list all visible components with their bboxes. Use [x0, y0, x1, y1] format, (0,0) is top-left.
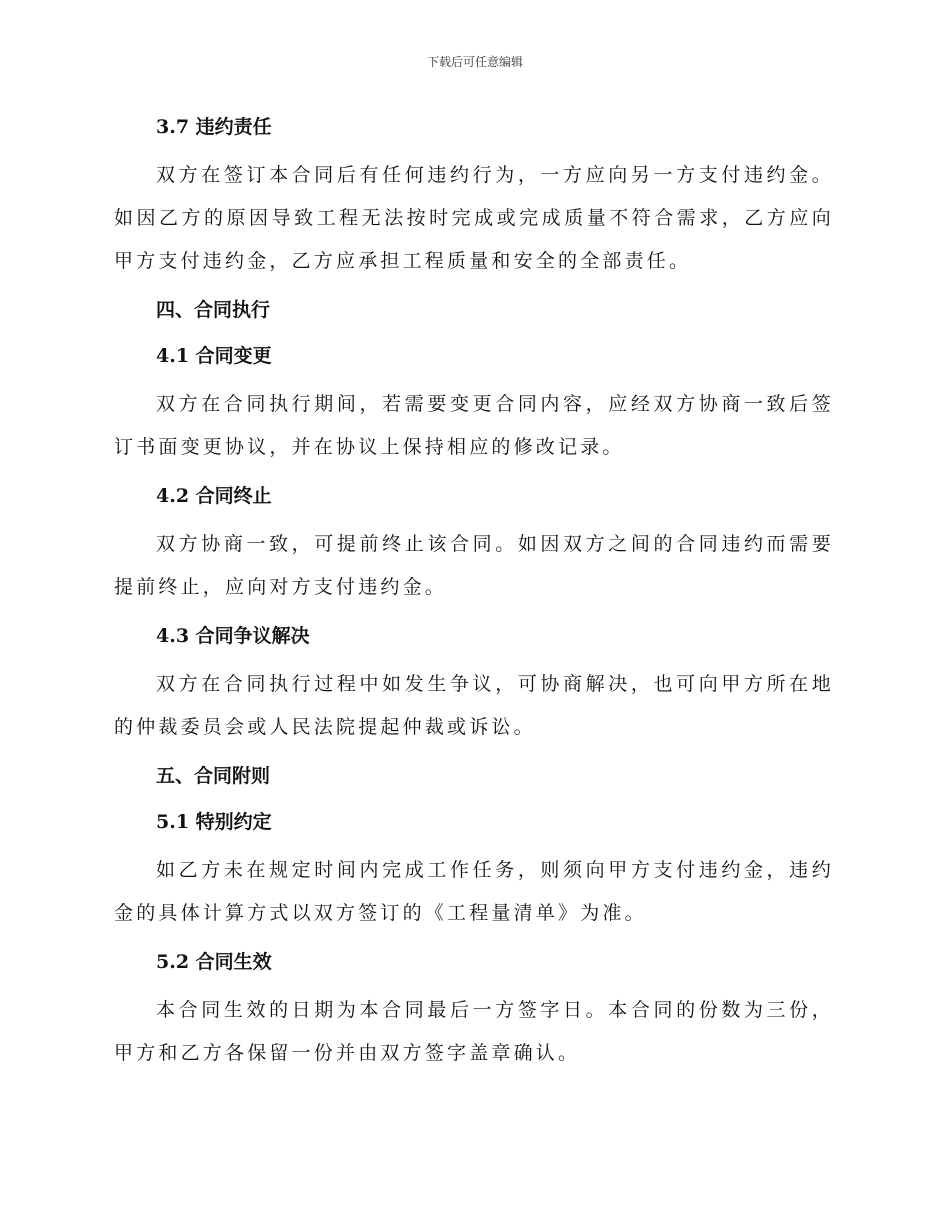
chapter-heading-5: 五、合同附则 — [156, 765, 271, 787]
section-heading-5-1: 5.1 特别约定 — [156, 811, 272, 833]
section-paragraph-4-2: 双方协商一致，可提前终止该合同。如因双方之间的合同违约而需要提前终止，应向对方支付违约金。 — [114, 533, 834, 598]
section-paragraph-3-7: 双方在签订本合同后有任何违约行为，一方应向另一方支付违约金。如因乙方的原因导致工程无法按时完成或完成质量不符合需求，乙方应向甲方支付违约金，乙方应承担工程质量和安全的全部责任。 — [114, 164, 834, 272]
section-paragraph-5-2: 本合同生效的日期为本合同最后一方签字日。本合同的份数为三份，甲方和乙方各保留一份并由双方签字盖章确认。 — [114, 999, 834, 1064]
section-heading-4-3: 4.3 合同争议解决 — [156, 625, 310, 647]
section-heading-4-2: 4.2 合同终止 — [156, 485, 272, 507]
document-body — [114, 108, 834, 1075]
chapter-heading-4: 四、合同执行 — [156, 299, 271, 321]
section-paragraph-4-3: 双方在合同执行过程中如发生争议，可协商解决，也可向甲方所在地的仲裁委员会或人民法院提起仲裁或诉讼。 — [114, 673, 834, 738]
section-paragraph-5-1: 如乙方未在规定时间内完成工作任务，则须向甲方支付违约金，违约金的具体计算方式以双方签订的《工程量清单》为准。 — [114, 859, 834, 924]
section-paragraph-4-1: 双方在合同执行期间，若需要变更合同内容，应经双方协商一致后签订书面变更协议，并在协议上保持相应的修改记录。 — [114, 393, 834, 458]
section-heading-5-2: 5.2 合同生效 — [156, 951, 272, 973]
section-heading-4-1: 4.1 合同变更 — [156, 345, 272, 367]
page-header-note: 下载后可任意编辑 — [426, 55, 523, 69]
section-heading-3-7: 3.7 违约责任 — [156, 116, 272, 138]
